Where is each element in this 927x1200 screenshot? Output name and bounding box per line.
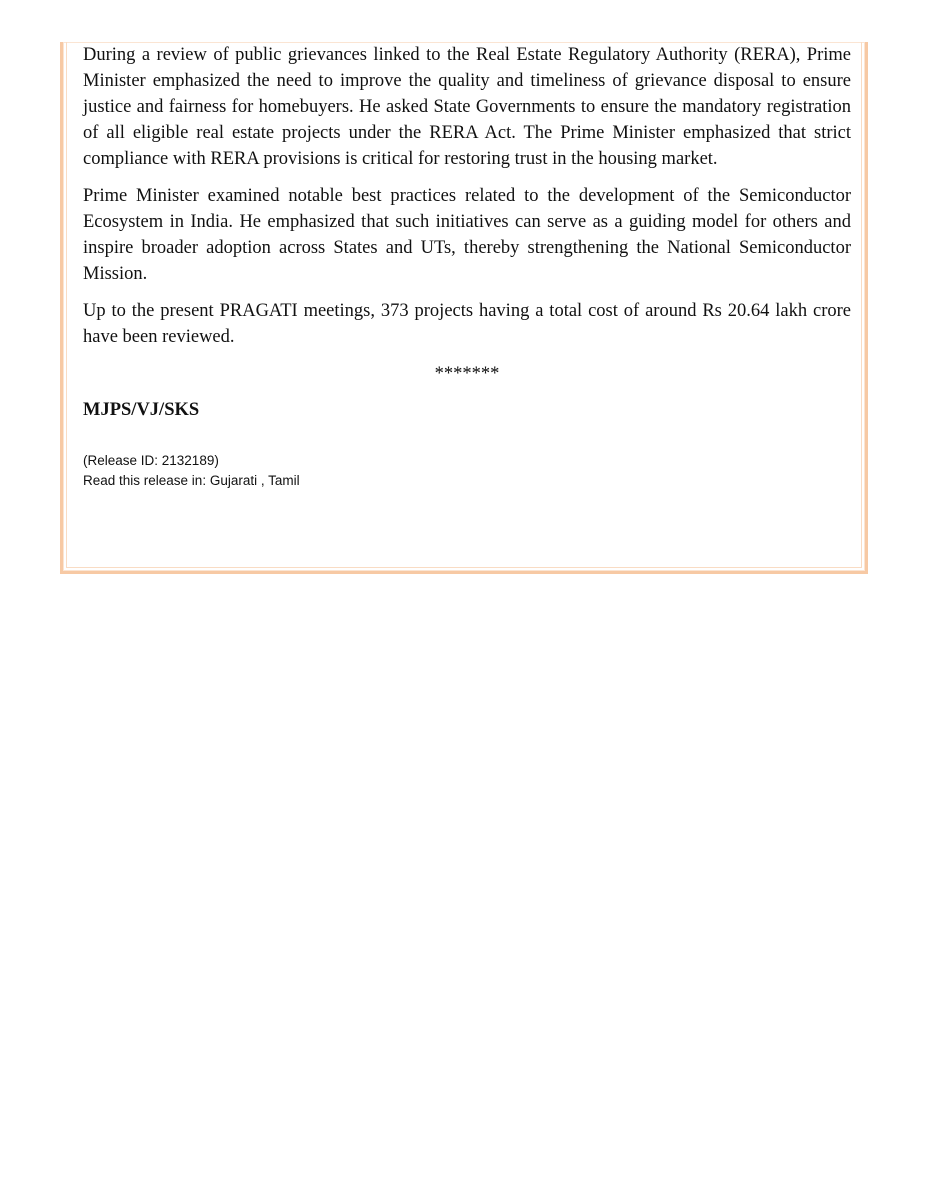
paragraph-pragati-summary: Up to the present PRAGATI meetings, 373 projects having a total cost of around Rs 20.64 lakh crore have been reviewed. (83, 301, 851, 347)
signoff-initials: MJPS/VJ/SKS (83, 400, 200, 420)
language-link-gujarati[interactable]: Gujarati (209, 473, 258, 488)
paragraph-semiconductor: Prime Minister examined notable best practices related to the development of the Semiconductor Ecosystem in India. He emphasized that such initiatives can serve as a guiding model for others and inspire broader adoption across States and UTs, thereby strengthening the National Semiconductor Mission. (83, 186, 851, 284)
release-container (60, 42, 868, 574)
read-in-label: Read this release in: (83, 473, 210, 488)
read-release-in (83, 471, 851, 491)
language-link-tamil[interactable]: Tamil (268, 473, 300, 488)
section-separator: ******* (434, 364, 500, 384)
paragraph-rera: During a review of public grievances linked to the Real Estate Regulatory Authority (RERA), Prime Minister emphasized the need to improve the quality and timeliness of grievance disposal to ensure justice and fairness for homebuyers. He asked State Governments to ensure the mandatory registration of all eligible real estate projects under the RERA Act. The Prime Minister emphasized that strict compliance with RERA provisions is critical for restoring trust in the housing market. (83, 45, 851, 169)
language-separator: , (257, 473, 269, 488)
release-content (83, 42, 851, 491)
release-id: (Release ID: 2132189) (83, 453, 219, 468)
